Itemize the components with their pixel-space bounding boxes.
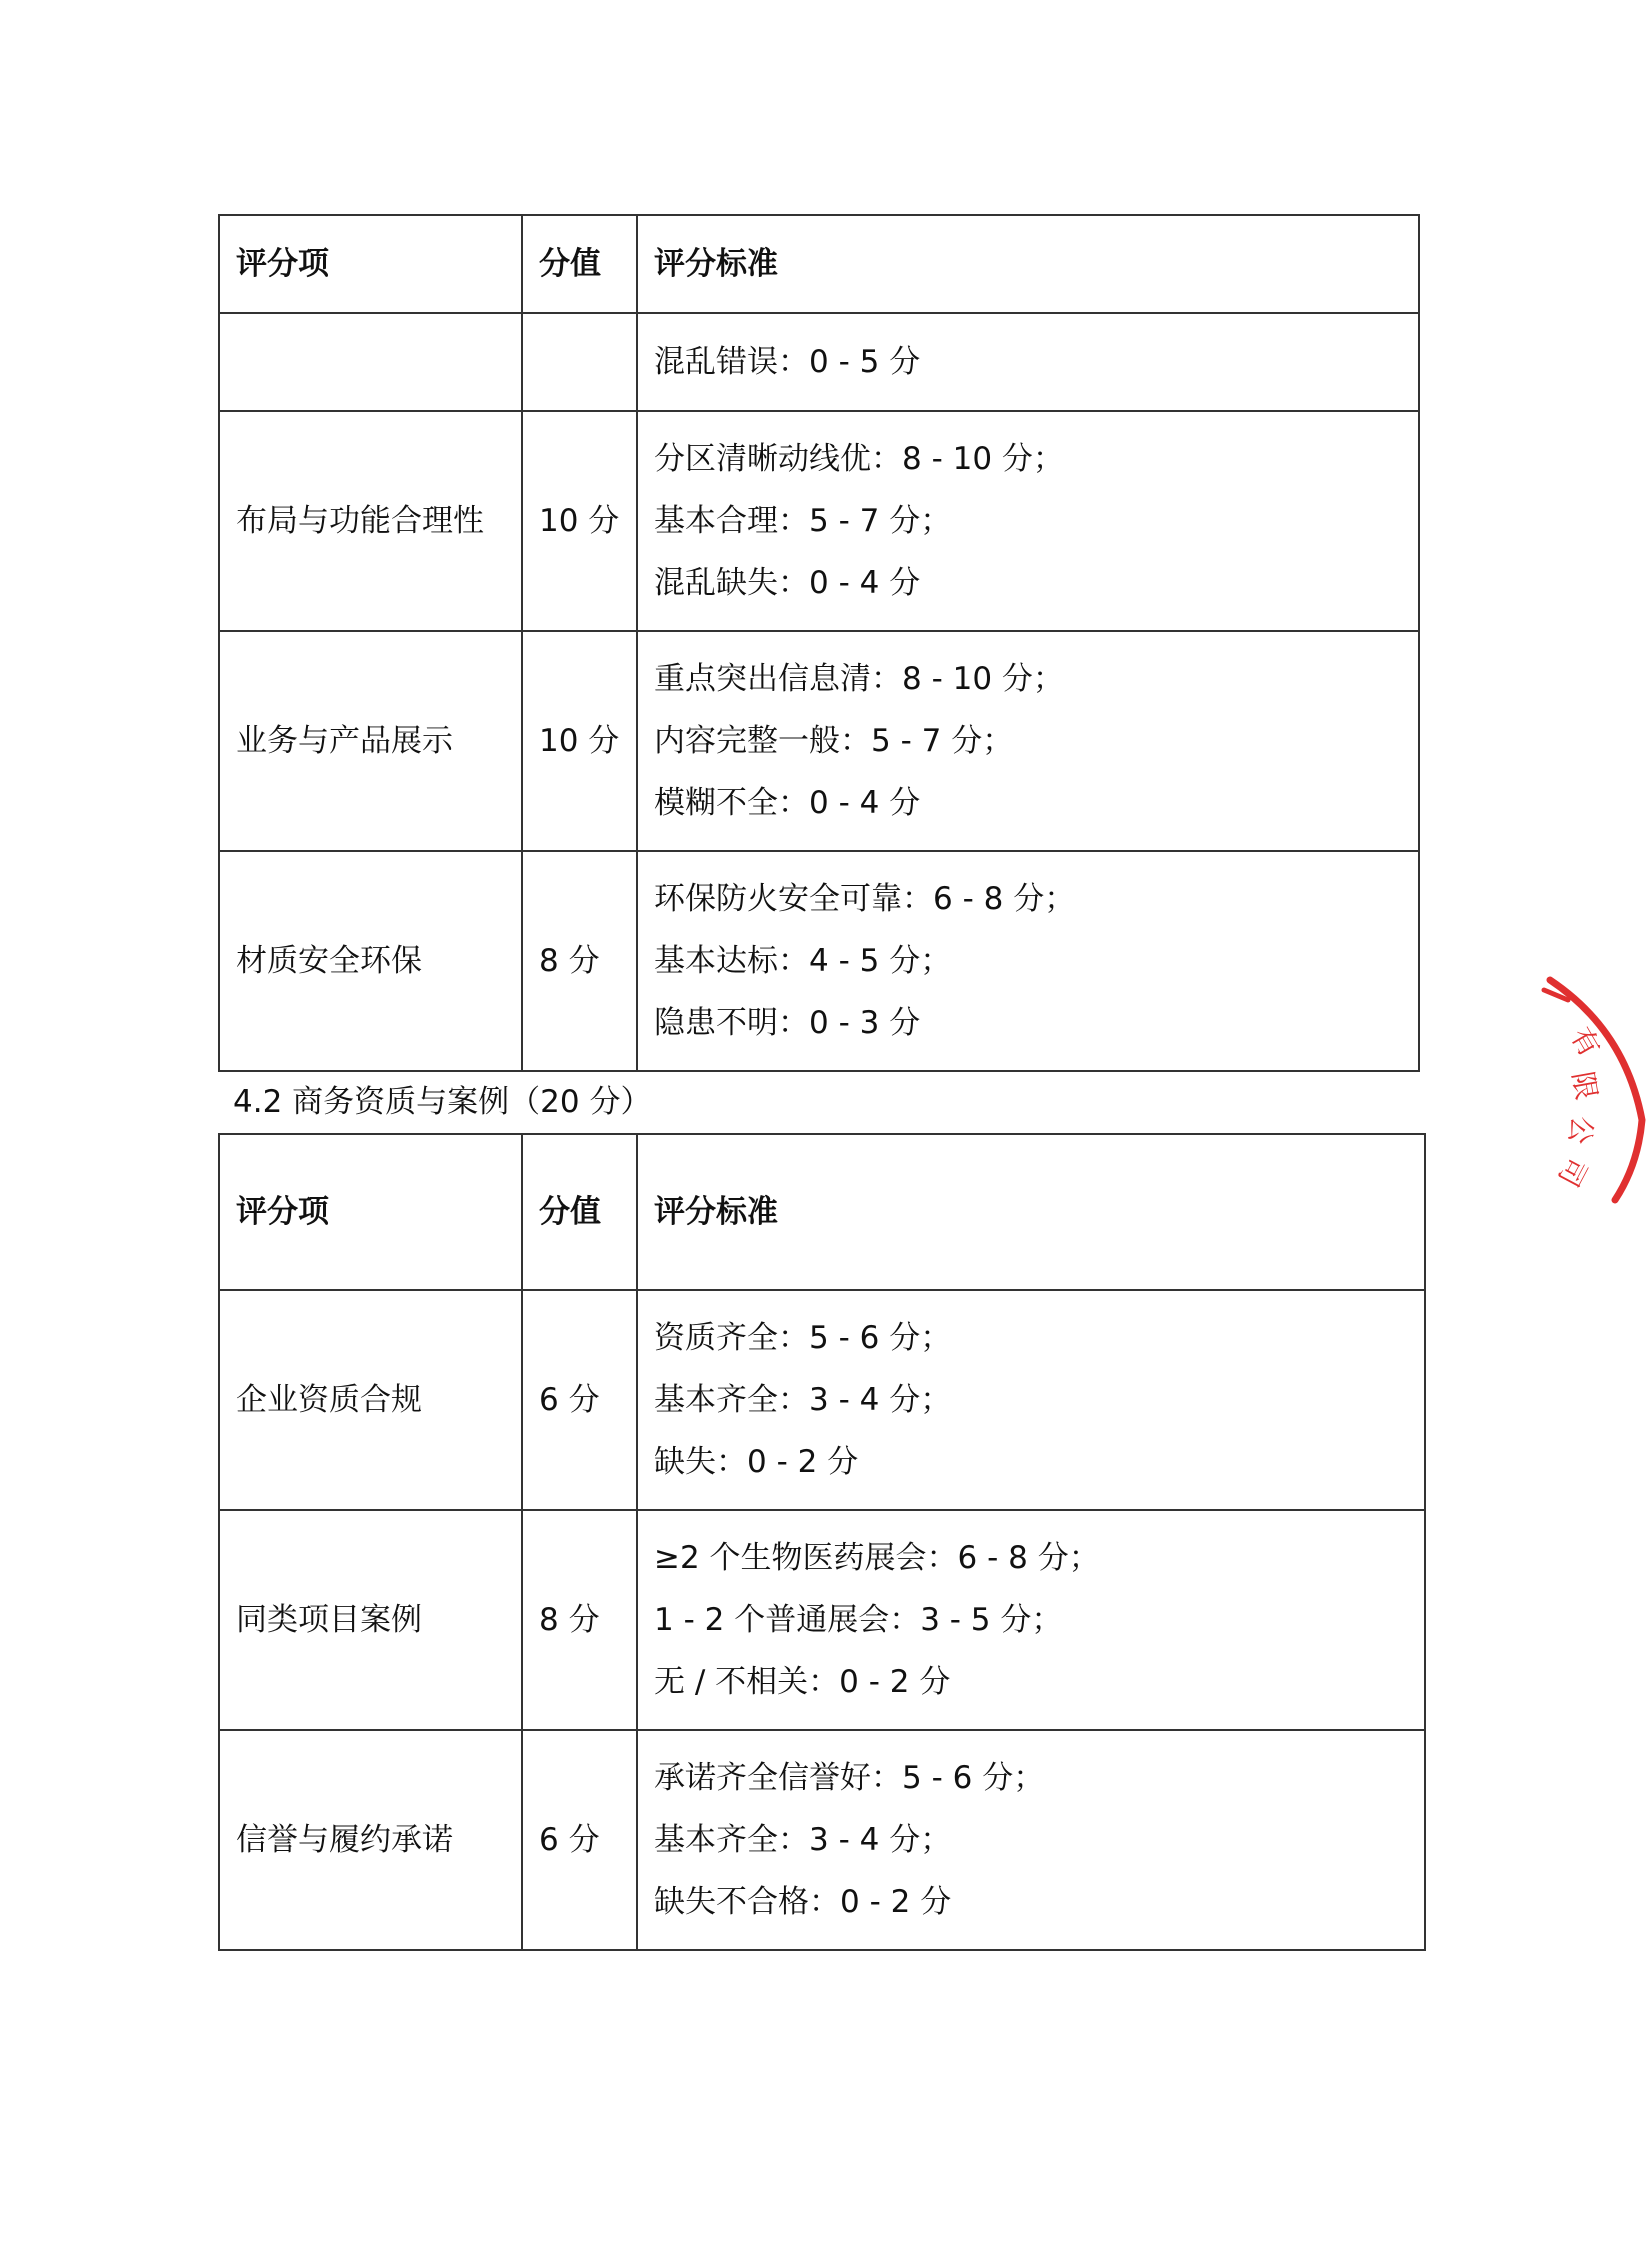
row-item: 材质安全环保 <box>219 851 522 1071</box>
row-item: 业务与产品展示 <box>219 631 522 851</box>
criteria-line: 内容完整一般：5 - 7 分； <box>654 723 1014 759</box>
table-header-row <box>219 215 1419 313</box>
criteria-line: 缺失不合格：0 - 2 分 <box>654 1884 952 1920</box>
row-criteria <box>637 1730 1425 1950</box>
row-item <box>219 313 522 411</box>
criteria-line: 无 / 不相关：0 - 2 分 <box>654 1664 951 1700</box>
criteria-line: 混乱缺失：0 - 4 分 <box>654 565 921 601</box>
row-criteria <box>637 631 1419 851</box>
scoring-table-2 <box>218 1133 1426 1951</box>
row-criteria <box>637 851 1419 1071</box>
table-row <box>219 1730 1425 1950</box>
row-score: 10 分 <box>522 411 637 631</box>
svg-text:有: 有 <box>1563 1021 1607 1063</box>
table-row <box>219 1510 1425 1730</box>
row-score: 6 分 <box>522 1290 637 1510</box>
row-score: 10 分 <box>522 631 637 851</box>
row-item: 布局与功能合理性 <box>219 411 522 631</box>
header-item: 评分项 <box>219 215 522 313</box>
criteria-line: ≥2 个生物医药展会：6 - 8 分； <box>654 1540 1100 1576</box>
header-score: 分值 <box>522 215 637 313</box>
row-score: 8 分 <box>522 851 637 1071</box>
table-row <box>219 313 1419 411</box>
row-item: 同类项目案例 <box>219 1510 522 1730</box>
table-row <box>219 1290 1425 1510</box>
row-criteria <box>637 1510 1425 1730</box>
svg-text:司: 司 <box>1551 1151 1594 1193</box>
svg-text:限: 限 <box>1565 1068 1604 1103</box>
criteria-line: 环保防火安全可靠：6 - 8 分； <box>654 881 1076 917</box>
row-score <box>522 313 637 411</box>
header-item: 评分项 <box>219 1134 522 1290</box>
row-score: 6 分 <box>522 1730 637 1950</box>
table-row <box>219 631 1419 851</box>
row-criteria <box>637 411 1419 631</box>
criteria-line: 模糊不全：0 - 4 分 <box>654 785 921 821</box>
header-criteria: 评分标准 <box>637 1134 1425 1290</box>
header-criteria: 评分标准 <box>637 215 1419 313</box>
criteria-line: 资质齐全：5 - 6 分； <box>654 1320 952 1356</box>
criteria-line: 分区清晰动线优：8 - 10 分； <box>654 441 1064 477</box>
row-score: 8 分 <box>522 1510 637 1730</box>
criteria-line: 基本达标：4 - 5 分； <box>654 943 952 979</box>
criteria-line: 基本合理：5 - 7 分； <box>654 503 952 539</box>
row-item: 信誉与履约承诺 <box>219 1730 522 1950</box>
row-criteria <box>637 1290 1425 1510</box>
table-row <box>219 851 1419 1071</box>
row-item: 企业资质合规 <box>219 1290 522 1510</box>
table-row <box>219 411 1419 631</box>
criteria-line: 基本齐全：3 - 4 分； <box>654 1822 952 1858</box>
criteria-line: 隐患不明：0 - 3 分 <box>654 1005 921 1041</box>
criteria-line: 混乱错误：0 - 5 分 <box>654 344 921 380</box>
seal-lettering <box>1551 1022 1606 1193</box>
table-header-row <box>219 1134 1425 1290</box>
criteria-line: 1 - 2 个普通展会：3 - 5 分； <box>654 1602 1063 1638</box>
svg-text:公: 公 <box>1562 1113 1599 1147</box>
section-heading: 4.2 商务资质与案例（20 分） <box>233 1084 652 1120</box>
header-score: 分值 <box>522 1134 637 1290</box>
scoring-table-1 <box>218 214 1420 1072</box>
company-seal-stamp <box>1530 960 1650 1220</box>
criteria-line: 重点突出信息清：8 - 10 分； <box>654 661 1064 697</box>
row-criteria <box>637 313 1419 411</box>
criteria-line: 基本齐全：3 - 4 分； <box>654 1382 952 1418</box>
criteria-line: 缺失：0 - 2 分 <box>654 1444 859 1480</box>
criteria-line: 承诺齐全信誉好：5 - 6 分； <box>654 1760 1045 1796</box>
